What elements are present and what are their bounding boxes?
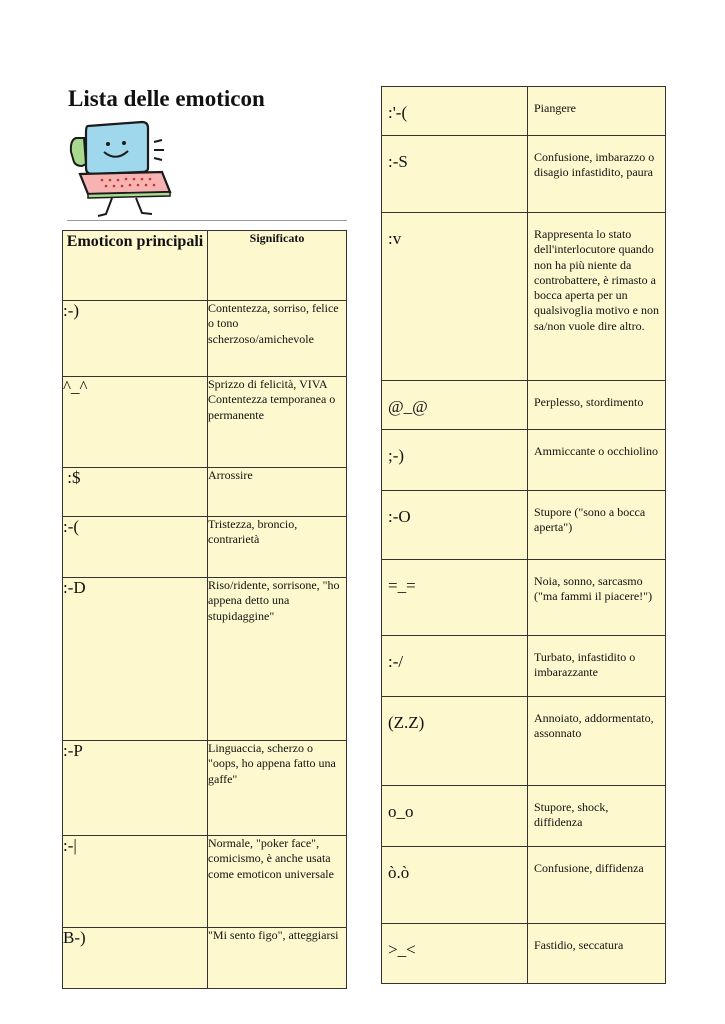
emoticon-meaning: Confusione, diffidenza [528,847,666,924]
table-row [382,491,666,560]
table-row [382,430,666,491]
emoticon-symbol: >_< [382,924,528,984]
emoticon-meaning: Piangere [528,87,666,136]
table-row [382,213,666,381]
emoticon-symbol: :v [382,213,528,381]
emoticon-meaning: Stupore ("sono a bocca aperta") [528,491,666,560]
table-row [63,377,347,468]
emoticon-meaning: Sprizzo di felicità, VIVA Contentezza temporanea o permanente [208,377,347,468]
emoticon-meaning: Noia, sonno, sarcasmo ("ma fammi il piacere!") [528,560,666,636]
table-row [382,924,666,984]
table-row [382,847,666,924]
emoticon-symbol: ^_^ [63,377,208,468]
emoticon-meaning: Ammiccante o occhiolino [528,430,666,491]
happy-laptop-icon [66,118,176,222]
emoticon-meaning: Perplesso, stordimento [528,381,666,430]
emoticon-symbol: @_@ [382,381,528,430]
main-emoticon-table [62,230,347,989]
table-row [382,697,666,786]
emoticon-meaning: Linguaccia, scherzo o "oops, ho appena fatto una gaffe" [208,741,347,836]
table-row [382,636,666,697]
table-header-row [63,231,347,301]
emoticon-meaning: "Mi sento figo", atteggiarsi [208,928,347,989]
table-row [382,136,666,213]
table-row [63,928,347,989]
table-row [382,786,666,847]
emoticon-meaning: Riso/ridente, sorrisone, "ho appena detto una stupidaggine" [208,578,347,741]
header-symbol: Emoticon principali [63,231,208,301]
emoticon-symbol: :-D [63,578,208,741]
emoticon-symbol: :'-( [382,87,528,136]
table-row [63,301,347,377]
emoticon-meaning: Tristezza, broncio, contrarietà [208,517,347,578]
emoticon-meaning: Normale, "poker face", comicismo, è anche usata come emoticon universale [208,836,347,928]
emoticon-symbol: :-O [382,491,528,560]
header-meaning: Significato [208,231,347,301]
table-row [382,381,666,430]
emoticon-symbol: :-S [382,136,528,213]
emoticon-symbol: o_o [382,786,528,847]
emoticon-symbol: (Z.Z) [382,697,528,786]
emoticon-symbol: :-/ [382,636,528,697]
table-row [382,560,666,636]
emoticon-meaning: Turbato, infastidito o imbarazzante [528,636,666,697]
emoticon-symbol: :-) [63,301,208,377]
emoticon-meaning: Rappresenta lo stato dell'interlocutore quando non ha più niente da controbattere, è rimasto a bocca aperta per un qualsivoglia motivo e non sa/non vuole dire altro. [528,213,666,381]
emoticon-symbol: :-| [63,836,208,928]
table-row [63,468,347,517]
table-row [382,87,666,136]
emoticon-meaning: Annoiato, addormentato, assonnato [528,697,666,786]
emoticon-symbol: :-P [63,741,208,836]
emoticon-symbol: :$ [63,468,208,517]
emoticon-symbol: :-( [63,517,208,578]
emoticon-meaning: Stupore, shock, diffidenza [528,786,666,847]
table-row [63,741,347,836]
emoticon-symbol: ò.ò [382,847,528,924]
emoticon-symbol: B-) [63,928,208,989]
title-divider [67,220,347,221]
emoticon-meaning: Arrossire [208,468,347,517]
table-row [63,836,347,928]
emoticon-symbol: =_= [382,560,528,636]
table-row [63,578,347,741]
additional-emoticon-table [381,86,666,984]
table-row [63,517,347,578]
emoticon-meaning: Confusione, imbarazzo o disagio infastidito, paura [528,136,666,213]
emoticon-symbol: ;-) [382,430,528,491]
emoticon-meaning: Contentezza, sorriso, felice o tono scherzoso/amichevole [208,301,347,377]
page-title: Lista delle emoticon [68,86,265,111]
emoticon-meaning: Fastidio, seccatura [528,924,666,984]
